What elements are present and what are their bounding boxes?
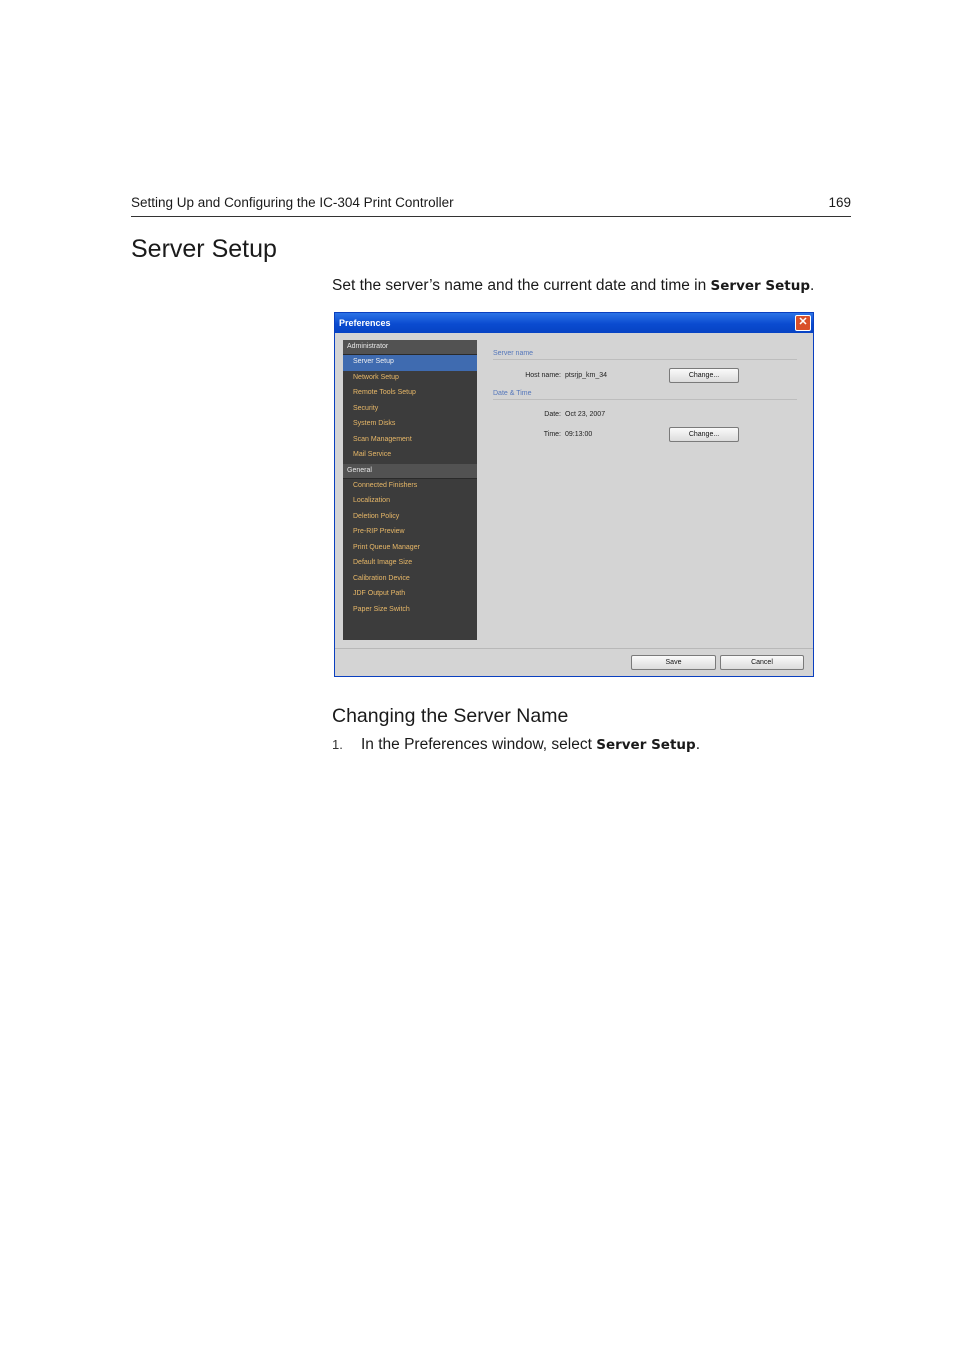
nav-item-deletion-policy[interactable]: Deletion Policy: [353, 512, 400, 520]
date-label: Date:: [544, 411, 561, 418]
preferences-window: [334, 312, 814, 677]
section-date-time: Date & Time: [493, 390, 797, 400]
change-date-time-button[interactable]: Change...: [669, 427, 739, 442]
nav-item-default-image-size[interactable]: Default Image Size: [353, 559, 413, 566]
cancel-button[interactable]: Cancel: [720, 655, 804, 670]
section-server-name: Server name: [493, 350, 797, 360]
nav-item-pre-rip-preview[interactable]: Pre-RIP Preview: [353, 528, 405, 535]
nav-item-print-queue-manager[interactable]: Print Queue Manager: [353, 543, 420, 551]
step-bold: Server Setup: [596, 737, 696, 753]
nav-item-jdf-output-path[interactable]: JDF Output Path: [353, 590, 406, 597]
date-value: Oct 23, 2007: [565, 411, 606, 418]
nav-item-system-disks[interactable]: System Disks: [353, 420, 396, 427]
nav-item-mail-service[interactable]: Mail Service: [353, 451, 392, 458]
nav-group-administrator: Administrator: [343, 340, 477, 355]
nav-item-network-setup[interactable]: Network Setup: [353, 373, 399, 381]
time-value: 09:13:00: [565, 431, 593, 438]
time-label: Time:: [543, 431, 561, 438]
save-button[interactable]: Save: [631, 655, 716, 670]
page-number: 169: [828, 195, 851, 210]
step-number: 1.: [332, 737, 343, 752]
page-heading: Server Setup: [131, 235, 277, 263]
nav-item-calibration-device[interactable]: Calibration Device: [353, 574, 410, 582]
nav-item-localization[interactable]: Localization: [353, 497, 390, 504]
nav-item-remote-tools-setup[interactable]: Remote Tools Setup: [353, 389, 416, 396]
window-footer: [335, 648, 813, 676]
close-icon[interactable]: ✕: [795, 315, 811, 331]
preferences-nav: [343, 340, 477, 640]
nav-item-server-setup[interactable]: Server Setup: [343, 355, 477, 371]
host-name-value: ptsrjp_km_34: [565, 372, 608, 379]
header-title: Setting Up and Configuring the IC-304 Print Controller: [131, 195, 454, 210]
running-header: [131, 195, 851, 217]
nav-item-paper-size-switch[interactable]: Paper Size Switch: [353, 605, 410, 613]
window-titlebar[interactable]: [335, 313, 813, 333]
step-1: 1. In the Preferences window, select Server Setup.: [332, 736, 700, 753]
window-title: Preferences: [339, 318, 391, 328]
intro-paragraph: Set the server’s name and the current date and time in Server Setup.: [332, 277, 815, 294]
nav-item-scan-management[interactable]: Scan Management: [353, 435, 412, 443]
subheading: Changing the Server Name: [332, 705, 569, 727]
host-name-label: Host name:: [525, 372, 561, 379]
nav-item-connected-finishers[interactable]: Connected Finishers: [353, 481, 418, 489]
server-setup-panel: [485, 340, 805, 640]
intro-bold: Server Setup: [710, 278, 811, 294]
nav-group-general: General: [343, 464, 477, 479]
change-host-name-button[interactable]: Change...: [669, 368, 739, 383]
nav-item-security[interactable]: Security: [353, 404, 379, 412]
